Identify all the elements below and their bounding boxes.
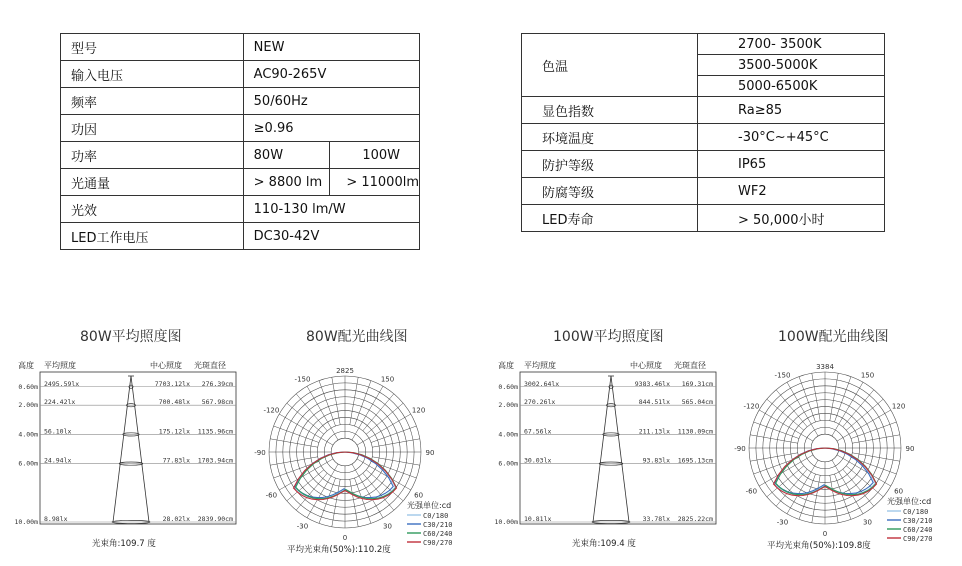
- cone-edge-left: [593, 376, 611, 522]
- radial-line: [372, 439, 420, 447]
- spec-table-left: [60, 33, 420, 250]
- center-illuminance: 9383.46lx: [634, 379, 670, 388]
- spec-value: 3500-5000K: [698, 55, 885, 76]
- table-row: [61, 88, 420, 115]
- legend-label: C0/180: [903, 508, 929, 516]
- beam-angle: 光束角:109.4 度: [572, 539, 636, 549]
- legend-label: C90/270: [903, 535, 933, 543]
- spec-label: 型号: [61, 34, 244, 61]
- radial-line: [371, 426, 416, 443]
- center-illuminance: 844.51lx: [638, 398, 670, 407]
- average-illuminance: 270.26lx: [524, 398, 556, 407]
- table-row: [61, 169, 420, 196]
- spec-table-right: [521, 33, 885, 232]
- spec-value: DC30-42V: [243, 223, 419, 250]
- radial-line: [852, 435, 900, 443]
- table-row: [522, 205, 885, 232]
- max-intensity: 2825: [336, 367, 354, 375]
- illuminance-cone-80w: [14, 356, 242, 552]
- table-row: [522, 124, 885, 151]
- radial-line: [270, 457, 318, 465]
- average-illuminance: 56.10lx: [44, 427, 72, 436]
- height-label: 4.00m: [498, 430, 518, 439]
- radial-line: [354, 478, 371, 523]
- average-illuminance: 2495.59lx: [44, 379, 80, 388]
- radial-line: [834, 474, 851, 519]
- table-row: [61, 115, 420, 142]
- spec-value: Ra≥85: [698, 97, 885, 124]
- spec-value: 5000-6500K: [698, 76, 885, 97]
- spot-diameter: 2839.90cm: [197, 515, 233, 523]
- spot-diameter: 1130.09cm: [677, 427, 713, 436]
- header-diameter: 光斑直径: [194, 361, 226, 370]
- angle-label: 30: [383, 522, 392, 531]
- average-beam-angle: 平均光束角(50%):109.8度: [767, 541, 871, 551]
- spec-value: NEW: [243, 34, 419, 61]
- center-illuminance: 175.12lx: [158, 427, 190, 436]
- header-center: 中心照度: [630, 361, 662, 370]
- spec-value: > 8800 lm: [243, 169, 330, 196]
- spot-diameter: 567.98cm: [201, 398, 233, 407]
- cone-edge-left: [113, 376, 131, 522]
- spec-value: 80W: [243, 142, 330, 169]
- angle-label: 150: [860, 371, 875, 380]
- legend-label: C60/240: [903, 526, 933, 534]
- table-row: [522, 97, 885, 124]
- angle-label: -30: [296, 522, 309, 531]
- spec-label: 功率: [61, 142, 244, 169]
- cone-frame: [40, 372, 236, 524]
- table-row: [61, 142, 420, 169]
- center-illuminance: 33.78lx: [642, 515, 670, 523]
- center-illuminance: 700.48lx: [158, 398, 190, 407]
- spot-diameter: 1695.13cm: [677, 456, 713, 465]
- average-illuminance: 8.98lx: [44, 515, 68, 523]
- radial-line: [834, 377, 851, 422]
- radial-line: [812, 475, 820, 523]
- radial-line: [319, 381, 336, 426]
- spot-diameter: 169.31cm: [681, 379, 713, 388]
- spot-diameter: 565.04cm: [681, 398, 713, 407]
- angle-label: 120: [891, 402, 906, 411]
- average-illuminance: 67.56lx: [524, 427, 552, 436]
- height-label: 2.00m: [18, 401, 38, 410]
- average-illuminance: 3002.64lx: [524, 379, 560, 388]
- polar-light-distribution-80w: [253, 356, 465, 558]
- table-row: [61, 34, 420, 61]
- angle-label: -90: [734, 445, 746, 453]
- header-center: 中心照度: [150, 361, 182, 370]
- spec-value: -30°C~+45°C: [698, 124, 885, 151]
- average-beam-angle: 平均光束角(50%):110.2度: [287, 545, 391, 555]
- angle-label: -60: [745, 487, 758, 496]
- spec-value: 50/60Hz: [243, 88, 419, 115]
- spot-diameter: 1703.94cm: [197, 456, 233, 465]
- radial-line: [830, 475, 838, 523]
- spot-diameter: 1135.96cm: [197, 427, 233, 436]
- cone-edge-right: [131, 376, 149, 522]
- max-intensity: 3384: [816, 363, 834, 371]
- polar-title-80w: 80W配光曲线图: [306, 329, 408, 345]
- illuminance-cone-100w: [494, 356, 722, 552]
- table-row: [61, 61, 420, 88]
- angle-label: -150: [774, 371, 791, 380]
- center-illuminance: 93.83lx: [642, 456, 670, 465]
- angle-label: -60: [265, 491, 278, 500]
- legend-label: C30/210: [903, 517, 933, 525]
- radial-line: [799, 474, 816, 519]
- radial-line: [754, 422, 799, 439]
- center-illuminance: 7703.12lx: [154, 379, 190, 388]
- table-row: [61, 223, 420, 250]
- radial-line: [750, 453, 798, 461]
- spot-diameter: 2825.22cm: [677, 515, 713, 523]
- height-label: 0.60m: [498, 382, 518, 391]
- angle-label: -120: [743, 402, 760, 411]
- header-height: 高度: [498, 361, 514, 370]
- angle-label: 150: [380, 375, 395, 384]
- angle-label: 60: [894, 487, 904, 496]
- angle-label: 90: [425, 449, 435, 457]
- header-average: 平均照度: [524, 361, 556, 370]
- spec-label: 色温: [522, 34, 698, 97]
- radial-line: [851, 422, 896, 439]
- radial-line: [750, 435, 798, 443]
- radial-line: [332, 377, 340, 425]
- radial-line: [350, 377, 358, 425]
- table-row: [61, 196, 420, 223]
- spec-value: AC90-265V: [243, 61, 419, 88]
- height-label: 6.00m: [498, 459, 518, 468]
- radial-line: [270, 439, 318, 447]
- average-illuminance: 10.81lx: [524, 515, 552, 523]
- spec-label: 防护等级: [522, 151, 698, 178]
- height-label: 10.00m: [494, 518, 518, 526]
- radial-line: [350, 479, 358, 527]
- table-row: [522, 151, 885, 178]
- cone-frame: [520, 372, 716, 524]
- spec-label: 防腐等级: [522, 178, 698, 205]
- spec-label: 光效: [61, 196, 244, 223]
- spot-diameter: 276.39cm: [201, 379, 233, 388]
- height-label: 2.00m: [498, 401, 518, 410]
- beam-angle: 光束角:109.7 度: [92, 539, 156, 549]
- radial-line: [812, 373, 820, 421]
- radial-line: [319, 478, 336, 523]
- height-label: 0.60m: [18, 382, 38, 391]
- spec-label: 环境温度: [522, 124, 698, 151]
- angle-label: -90: [254, 449, 266, 457]
- polar-light-distribution-100w: [733, 352, 945, 554]
- spec-label: LED寿命: [522, 205, 698, 232]
- radial-line: [354, 381, 371, 426]
- spec-value: > 11000lm: [330, 169, 420, 196]
- angle-label: 0: [342, 534, 348, 542]
- legend-label: C30/210: [423, 521, 453, 529]
- height-label: 6.00m: [18, 459, 38, 468]
- header-height: 高度: [18, 361, 34, 370]
- intensity-unit: 光强单位:cd: [887, 497, 932, 506]
- angle-label: 90: [905, 445, 915, 453]
- cone-title-80w: 80W平均照度图: [80, 329, 182, 345]
- polar-title-100w: 100W配光曲线图: [778, 329, 889, 345]
- angle-label: 60: [414, 491, 424, 500]
- height-label: 4.00m: [18, 430, 38, 439]
- radial-line: [799, 377, 816, 422]
- average-illuminance: 24.94lx: [44, 456, 72, 465]
- spec-label: 频率: [61, 88, 244, 115]
- spec-label: LED工作电压: [61, 223, 244, 250]
- angle-label: -150: [294, 375, 311, 384]
- spec-label: 光通量: [61, 169, 244, 196]
- legend-label: C90/270: [423, 539, 453, 547]
- spec-label: 输入电压: [61, 61, 244, 88]
- spec-value: 2700- 3500K: [698, 34, 885, 55]
- angle-label: -30: [776, 518, 789, 527]
- spec-label: 显色指数: [522, 97, 698, 124]
- table-row: [522, 178, 885, 205]
- table-row: [522, 34, 885, 55]
- spec-value: 110-130 lm/W: [243, 196, 419, 223]
- average-illuminance: 224.42lx: [44, 398, 76, 407]
- legend-label: C60/240: [423, 530, 453, 538]
- header-diameter: 光斑直径: [674, 361, 706, 370]
- intensity-unit: 光强单位:cd: [407, 501, 452, 510]
- height-label: 10.00m: [14, 518, 38, 526]
- header-average: 平均照度: [44, 361, 76, 370]
- center-illuminance: 77.83lx: [162, 456, 190, 465]
- angle-label: -120: [263, 406, 280, 415]
- radial-line: [332, 479, 340, 527]
- angle-label: 120: [411, 406, 426, 415]
- center-illuminance: 28.02lx: [162, 515, 190, 523]
- cone-title-100w: 100W平均照度图: [553, 329, 664, 345]
- spec-value: ≥0.96: [243, 115, 419, 142]
- cone-edge-right: [611, 376, 629, 522]
- radial-line: [830, 373, 838, 421]
- spec-value: IP65: [698, 151, 885, 178]
- average-illuminance: 30.03lx: [524, 456, 552, 465]
- legend-label: C0/180: [423, 512, 449, 520]
- center-illuminance: 211.13lx: [638, 427, 670, 436]
- angle-label: 0: [822, 530, 828, 538]
- angle-label: 30: [863, 518, 872, 527]
- spec-value: > 50,000小时: [698, 205, 885, 232]
- spec-value: 100W: [330, 142, 420, 169]
- spec-value: WF2: [698, 178, 885, 205]
- spec-label: 功因: [61, 115, 244, 142]
- radial-line: [274, 426, 319, 443]
